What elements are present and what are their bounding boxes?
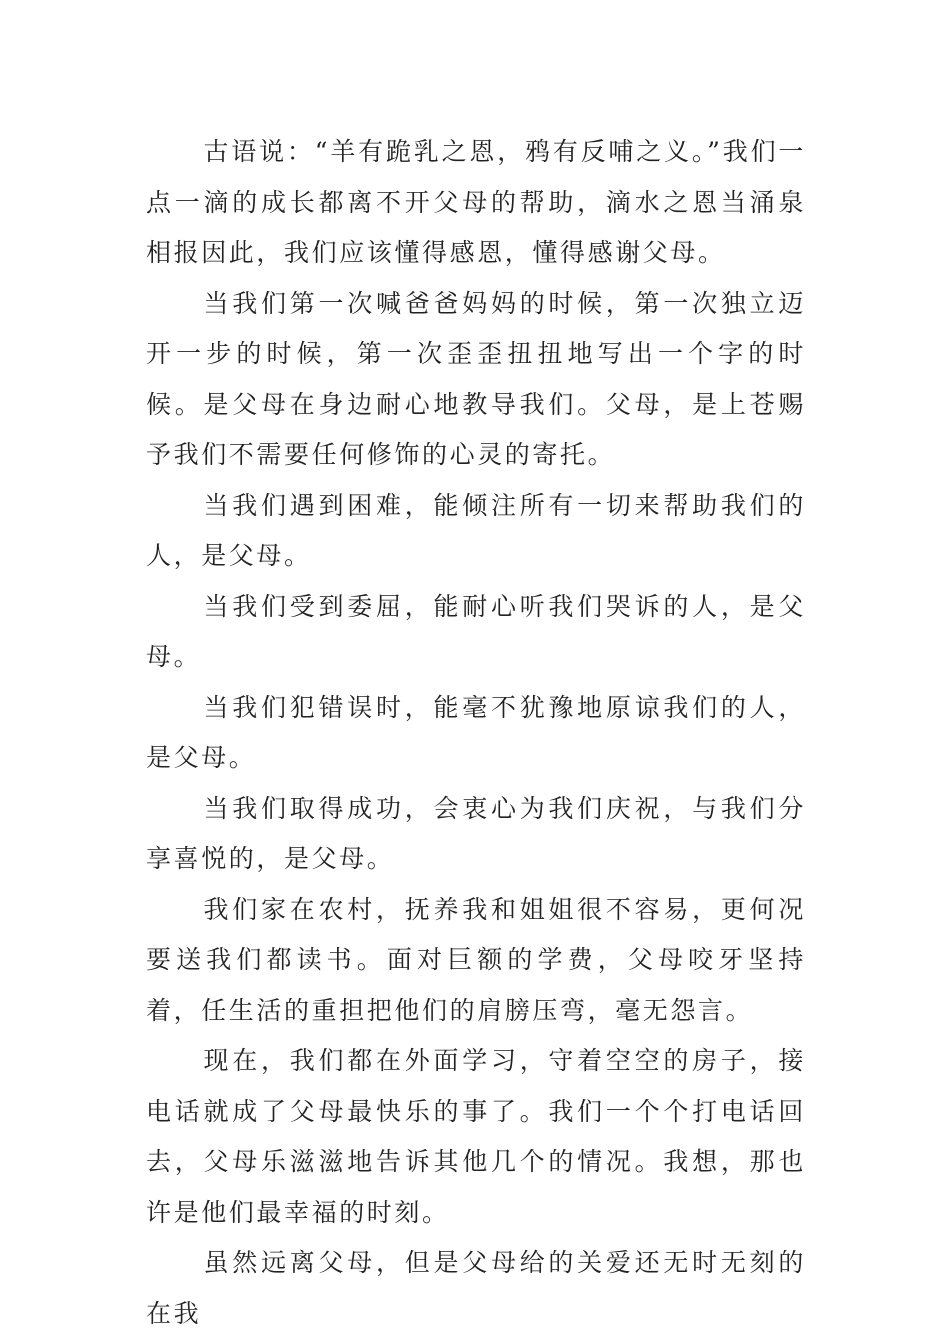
paragraph-7: 我们家在农村，抚养我和姐姐很不容易，更何况要送我们都读书。面对巨额的学费，父母咬牙坚持着，任生活的重担把他们的肩膀压弯，毫无怨言。 [146, 894, 806, 1025]
paragraph-1: 古语说：“羊有跪乳之恩，鸦有反哺之义。”我们一点一滴的成长都离不开父母的帮助，滴水之恩当涌泉相报因此，我们应该懂得感恩，懂得感谢父母。 [146, 137, 806, 267]
document-body [146, 127, 806, 1339]
paragraph-2: 当我们第一次喊爸爸妈妈的时候，第一次独立迈开一步的时候，第一次歪歪扭扭地写出一个字的时候。是父母在身边耐心地教导我们。父母，是上苍赐予我们不需要任何修饰的心灵的寄托。 [146, 288, 806, 469]
paragraph-9: 虽然远离父母，但是父母给的关爱还无时无刻的在我 [146, 1248, 806, 1328]
paragraph-3: 当我们遇到困难，能倾注所有一切来帮助我们的人，是父母。 [146, 490, 806, 570]
paragraph-8: 现在，我们都在外面学习，守着空空的房子，接电话就成了父母最快乐的事了。我们一个个打电话回去，父母乐滋滋地告诉其他几个的情况。我想，那也许是他们最幸福的时刻。 [146, 1046, 806, 1227]
paragraph-6: 当我们取得成功，会衷心为我们庆祝，与我们分享喜悦的，是父母。 [146, 793, 806, 873]
paragraph-5: 当我们犯错误时，能毫不犹豫地原谅我们的人，是父母。 [146, 692, 806, 772]
paragraph-4: 当我们受到委屈，能耐心听我们哭诉的人，是父母。 [146, 591, 806, 671]
